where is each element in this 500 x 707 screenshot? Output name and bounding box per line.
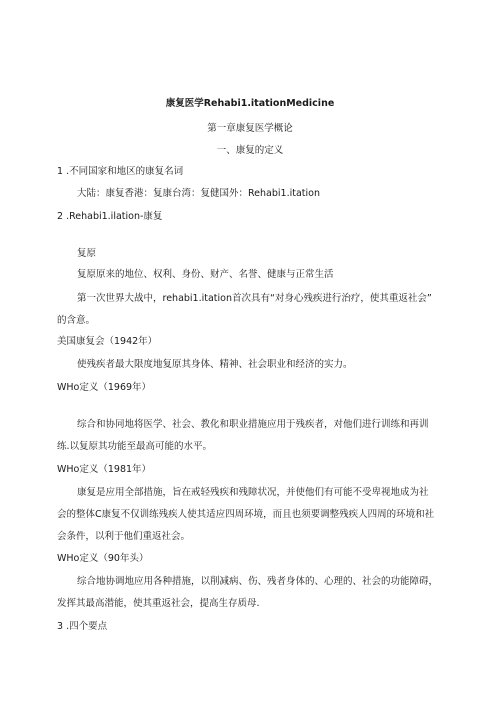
who1981-line-1: 康复是应用全部措施，旨在戒轻残疾和残障状况，并使他们有可能不受卑视地成为社 xyxy=(77,487,429,498)
chapter-heading: 第一章康复医学概论 xyxy=(207,123,293,134)
who1981-line-2: 会的整体C康复不仅训练残疾人使其适应四周环境，而且也须要调整残疾人四周的环境和社 xyxy=(57,509,435,520)
us-label: 美国康复会（1942年） xyxy=(57,336,158,347)
document-title: 康复医学Rehabi1.itationMedicine xyxy=(165,98,335,109)
item1-line: 大陆：康复香港：复康台湾：复健国外：Rehabi1.itation xyxy=(77,188,320,199)
who90-line-2: 发挥其最高潜能，使其重返社会，提高生存质母. xyxy=(57,598,260,609)
who1969-label: WHo定义（1969年） xyxy=(57,382,152,393)
ww1-line-2: 的含意。 xyxy=(57,315,96,326)
us-desc: 使残疾者最大限度地复原其身体、精神、社会职业和经济的实力。 xyxy=(77,359,353,370)
item3-heading: 3 .四个要点 xyxy=(57,621,108,632)
fukang-label: 复原 xyxy=(77,248,97,259)
who90-label: WHo定义（90年头） xyxy=(57,553,149,564)
who1969-line-2: 练.以复原其功能至最高可能的水平。 xyxy=(57,441,213,452)
item2-heading: 2 .Rehabi1.ilation-康复 xyxy=(57,211,163,222)
section-heading: 一、康复的定义 xyxy=(216,145,284,156)
who1981-label: WHo定义（1981年） xyxy=(57,464,152,475)
who90-line-1: 综合地协调地应用各种措施，以削减病、伤、残者身体的、心理的、社会的功能障碍， xyxy=(77,576,439,587)
item1-heading: 1 .不同国家和地区的康复名词 xyxy=(57,166,184,177)
fukang-desc: 复原原来的地位、权利、身份、财产、名誉、健康与正常生活 xyxy=(77,269,334,280)
who1969-line-1: 综合和协同地将医学、社会、教化和职业措施应用于残疾者，对他们进行训练和再训 xyxy=(77,419,429,430)
ww1-line-1: 第一次世界大战中，rehabi1.itation首次具有“对身心残疾进行治疗，使其重返社会” xyxy=(77,293,432,304)
who1981-line-3: 会条件，以利于他们重返社会。 xyxy=(57,531,191,542)
